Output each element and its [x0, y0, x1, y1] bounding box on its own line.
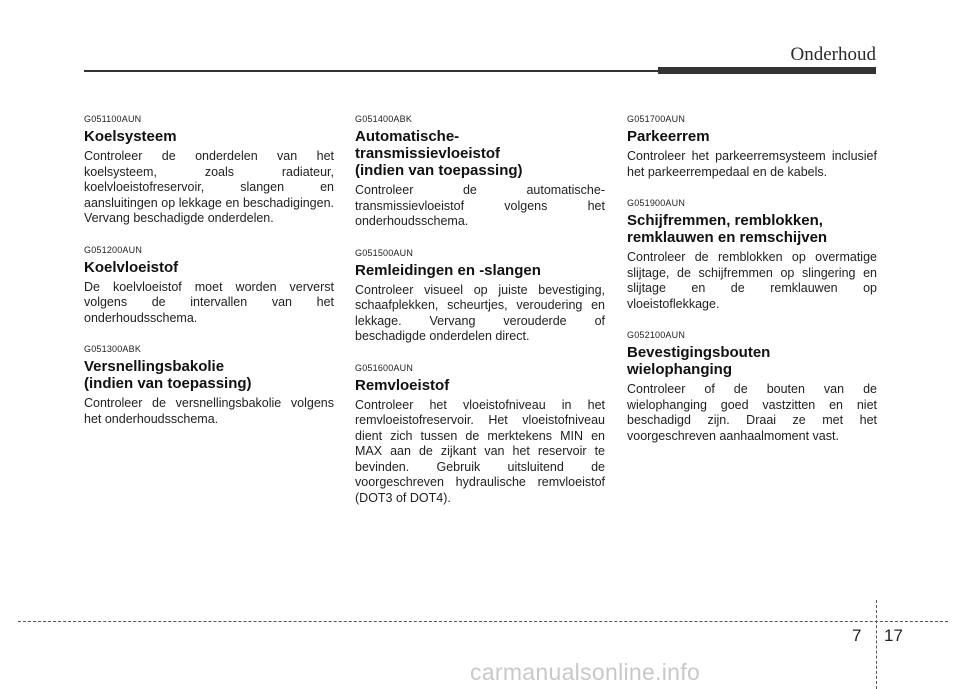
section-code: G051100AUN — [84, 114, 142, 124]
header-rule-accent — [658, 67, 876, 74]
section-code: G051900AUN — [627, 198, 686, 208]
section-automatische-transmissievloeistof — [355, 114, 605, 230]
section-heading: Remleidingen en -slangen — [355, 261, 541, 279]
section-body: Controleer de automatische-transmissievloeistof volgens het onderhoudsschema. — [355, 183, 605, 228]
column-middle — [355, 114, 605, 524]
section-bevestigingsbouten — [627, 330, 877, 444]
watermark: carmanualsonline.info — [470, 659, 701, 685]
section-body: Controleer de remblokken op overmatige slijtage, de schijfremmen op slingering en slijtage en de remklauwen op vloeistoflekkage. — [627, 250, 877, 311]
section-code: G051400ABK — [355, 114, 413, 124]
section-body: Controleer het vloeistofniveau in het remvloeistofreservoir. Het vloeistofniveau dient zich tussen de merktekens MIN en MAX aan de zijkant van het reservoir te bevinden. Gebruik uitsluitend de voorgeschreven hydraulische remvloeistof (DOT3 of DOT4). — [355, 397, 605, 505]
section-parkeerrem — [627, 114, 877, 180]
section-body: Controleer de versnellingsbakolie volgens het onderhoudsschema. — [84, 396, 334, 426]
section-schijfremmen — [627, 198, 877, 312]
section-heading: Versnellingsbakolie (indien van toepassing) — [84, 358, 252, 392]
section-heading: Remvloeistof — [355, 376, 450, 394]
section-heading: Koelvloeistof — [84, 258, 179, 276]
section-code: G051300ABK — [84, 344, 142, 354]
footer-divider — [18, 621, 948, 622]
section-remvloeistof — [355, 363, 605, 507]
section-heading: Bevestigingsbouten wielophanging — [627, 344, 771, 378]
section-body: Controleer de onderdelen van het koelsysteem, zoals radiateur, koelvloeistofreservoir, slangen en aansluitingen op lekkage en beschadigingen. Vervang beschadigde onderdelen. — [84, 149, 334, 225]
section-body: Controleer visueel op juiste bevestiging, schaafplekken, scheurtjes, veroudering en lekkage. Vervang verouderde of beschadigde onderdelen direct. — [355, 282, 605, 343]
section-code: G051200AUN — [84, 244, 143, 255]
section-koelsysteem — [84, 114, 334, 227]
section-code: G051600AUN — [355, 362, 414, 373]
section-body: De koelvloeistof moet worden ververst volgens de intervallen van het onderhoudsschema. — [84, 279, 334, 325]
section-heading: Automatische- transmissievloeistof (indien van toepassing) — [355, 128, 523, 179]
section-versnellingsbakolie — [84, 344, 334, 427]
chapter-number: 7 — [852, 626, 862, 645]
section-title: Onderhoud — [790, 44, 876, 65]
column-right — [627, 114, 877, 462]
section-heading: Koelsysteem — [84, 128, 177, 145]
column-left — [84, 114, 334, 445]
section-code: G052100AUN — [627, 330, 686, 340]
section-koelvloeistof — [84, 245, 334, 327]
section-body: Controleer het parkeerremsysteem inclusief het parkeerrempedaal en de kabels. — [627, 149, 877, 179]
section-heading: Parkeerrem — [627, 128, 710, 145]
section-code: G051500AUN — [355, 247, 414, 258]
page-number: 17 — [884, 626, 903, 645]
section-code: G051700AUN — [627, 114, 686, 124]
section-heading: Schijfremmen, remblokken, remklauwen en remschijven — [627, 212, 828, 246]
footer-page-separator — [876, 600, 877, 689]
header-rule — [84, 70, 664, 72]
section-body: Controleer of de bouten van de wielophanging goed vastzitten en niet beschadigd zijn. Draai ze met het voorgeschreven aanhaalmoment vast. — [627, 382, 877, 443]
section-remleidingen — [355, 248, 605, 345]
